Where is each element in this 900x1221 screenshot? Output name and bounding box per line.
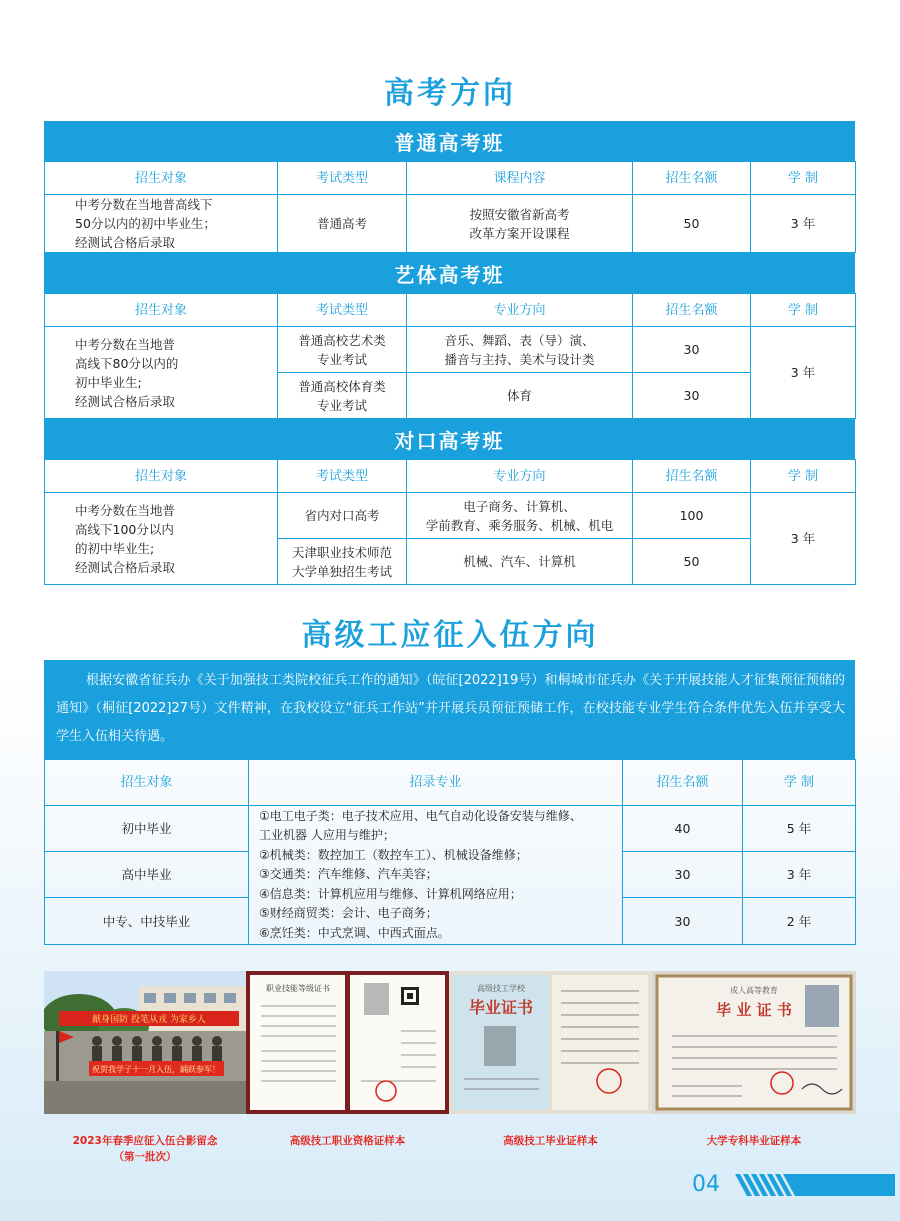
major-item: ③交通类：汽车维修、汽车美容； — [259, 867, 438, 882]
col-header-target: 招生对象 — [45, 294, 278, 327]
years-cell: 3 年 — [751, 493, 856, 585]
graduation-certificate-image — [449, 971, 652, 1114]
col-header-quota: 招生名额 — [633, 294, 751, 327]
major-item: ①电工电子类：电子技术应用、电气自动化设备安装与维修、 — [259, 808, 582, 823]
graduation-certificate-photo — [449, 971, 652, 1114]
major-cell: 机械、汽车、计算机 — [407, 539, 633, 585]
major-item: ⑤财经商贸类：会计、电子商务； — [259, 906, 438, 921]
col-header-quota: 招生名额 — [633, 162, 751, 195]
qualification-certificate-photo — [246, 971, 449, 1114]
years-cell: 3 年 — [743, 852, 856, 898]
target-line: 经测试合格后录取 — [75, 393, 176, 409]
art-class-banner: 艺体高考班 — [44, 253, 855, 293]
years-cell: 5 年 — [743, 806, 856, 852]
col-header-years: 学 制 — [743, 760, 856, 806]
cert-org-text: 高级技工学校 — [477, 984, 525, 993]
major-item: ②机械类：数控加工（数控车工）、机械设备维修； — [259, 847, 528, 862]
target-cell — [45, 493, 278, 585]
col-header-quota: 招生名额 — [623, 760, 743, 806]
col-header-exam: 考试类型 — [278, 460, 407, 493]
target-line: 的初中毕业生; — [75, 540, 155, 556]
content-cell — [407, 195, 633, 253]
major-line: 学前教育、乘务服务、机械、机电 — [425, 517, 614, 533]
exam-line: 天津职业技术师范 — [291, 544, 392, 560]
exam-cell: 省内对口高考 — [278, 493, 407, 539]
qualification-certificate-image — [246, 971, 449, 1114]
quota-cell: 100 — [633, 493, 751, 539]
major-item: ④信息类：计算机应用与维修、计算机网络应用； — [259, 886, 522, 901]
col-header-major: 专业方向 — [407, 294, 633, 327]
college-diploma-image — [652, 971, 856, 1114]
major-line: 播音与主持、美术与设计类 — [444, 351, 595, 367]
quota-cell: 30 — [623, 898, 743, 945]
target-cell: 初中毕业 — [45, 806, 249, 852]
target-cell: 高中毕业 — [45, 852, 249, 898]
art-class-table — [44, 253, 855, 419]
vocational-class-table — [44, 419, 855, 585]
content-line: 改革方案开设课程 — [469, 225, 570, 241]
major-cell — [407, 327, 633, 373]
cert-org-text: 成人高等教育 — [730, 986, 778, 995]
major-line: 音乐、舞蹈、表（导）演、 — [444, 332, 595, 348]
target-line: 中考分数在当地普 — [75, 336, 176, 352]
col-header-major: 专业方向 — [407, 460, 633, 493]
target-cell — [45, 327, 278, 419]
col-header-exam: 考试类型 — [278, 162, 407, 195]
major-cell — [407, 493, 633, 539]
regular-class-banner: 普通高考班 — [44, 121, 855, 161]
quota-cell: 40 — [623, 806, 743, 852]
major-cell: 体育 — [407, 373, 633, 419]
target-line: 50分以内的初中毕业生； — [75, 216, 216, 231]
quota-cell: 30 — [633, 373, 751, 419]
col-header-years: 学 制 — [751, 460, 856, 493]
cert-title-text: 毕业证书 — [468, 998, 534, 1017]
target-line: 经测试合格后录取 — [75, 235, 176, 250]
col-header-years: 学 制 — [751, 162, 856, 195]
col-header-content: 课程内容 — [407, 162, 633, 195]
exam-line: 大学单独招生考试 — [291, 563, 392, 579]
section-title-military: 高级工应征入伍方向 — [301, 618, 599, 653]
target-line: 初中毕业生; — [75, 374, 142, 390]
exam-line: 专业考试 — [316, 351, 367, 367]
quota-cell: 30 — [623, 852, 743, 898]
caption-college-diploma: 大学专科毕业证样本 — [706, 1135, 802, 1147]
major-item: ⑥烹饪类：中式烹调、中西式面点。 — [259, 925, 450, 940]
caption-qualification-certificate: 高级技工职业资格证样本 — [289, 1135, 406, 1147]
years-cell: 3 年 — [751, 327, 856, 419]
exam-line: 普通高校体育类 — [298, 378, 386, 394]
exam-line: 普通高校艺术类 — [298, 332, 386, 348]
target-line: 经测试合格后录取 — [75, 559, 176, 575]
quota-cell: 30 — [633, 327, 751, 373]
caption-group-photo — [44, 1133, 246, 1165]
caption-graduation-certificate: 高级技工毕业证样本 — [503, 1135, 598, 1147]
col-header-target: 招生对象 — [45, 162, 278, 195]
content-line: 按照安徽省新高考 — [469, 206, 570, 222]
target-line: 中考分数在当地普高线下 — [75, 197, 213, 212]
major-item: 工业机器 人应用与维护； — [259, 828, 395, 843]
cert-title-text: 毕 业 证 书 — [716, 1001, 792, 1019]
page-number-stripes-decoration — [735, 1174, 895, 1196]
years-cell: 2 年 — [743, 898, 856, 945]
military-notice: 根据安徽省征兵办《关于加强技工类院校征兵工作的通知》（皖征[2022]19号）和桐城市征兵办《关于开展技能人才征集预征预储的通知》（桐征[2022]27号）文件精神，在我校设立“征兵工作站”并开展兵员预征预储工作，在校技能专业学生符合条件优先入伍并享受大学生入伍相关待遇。 — [44, 660, 855, 759]
exam-cell: 普通高考 — [278, 195, 407, 253]
college-diploma-photo — [652, 971, 856, 1114]
target-cell: 中专、中技毕业 — [45, 898, 249, 945]
exam-cell — [278, 373, 407, 419]
vocational-class-banner: 对口高考班 — [44, 419, 855, 459]
col-header-target: 招生对象 — [45, 460, 278, 493]
banner-text-2: 祝贺我学子十一月入伍，踊跃参军！ — [92, 1065, 220, 1074]
majors-list — [249, 806, 623, 945]
quota-cell: 50 — [633, 195, 751, 253]
years-cell: 3 年 — [751, 195, 856, 253]
page-number: 04 — [692, 1172, 720, 1197]
target-line: 高线下80分以内的 — [75, 355, 179, 371]
section-title-gaokao: 高考方向 — [384, 76, 516, 111]
exam-cell — [278, 539, 407, 585]
quota-cell: 50 — [633, 539, 751, 585]
regular-class-table — [44, 121, 855, 253]
col-header-years: 学 制 — [751, 294, 856, 327]
caption-line: 2023年春季应征入伍合影留念 — [72, 1135, 218, 1147]
enlistment-group-photo — [44, 971, 246, 1114]
col-header-exam: 考试类型 — [278, 294, 407, 327]
military-table — [44, 759, 855, 945]
target-line: 中考分数在当地普 — [75, 502, 176, 518]
col-header-target: 招生对象 — [45, 760, 249, 806]
caption-line: （第一批次） — [113, 1151, 177, 1163]
exam-cell — [278, 327, 407, 373]
cert-title-text: 职业技能等级证书 — [266, 984, 330, 993]
group-photo-image — [44, 971, 246, 1114]
major-line: 电子商务、计算机、 — [463, 498, 576, 514]
exam-line: 专业考试 — [316, 397, 367, 413]
banner-text-1: 献身国防 投笔从戎 为家乡人 — [92, 1015, 206, 1025]
target-line: 高线下100分以内 — [75, 521, 174, 537]
col-header-majors: 招录专业 — [249, 760, 623, 806]
target-cell — [45, 195, 278, 253]
col-header-quota: 招生名额 — [633, 460, 751, 493]
